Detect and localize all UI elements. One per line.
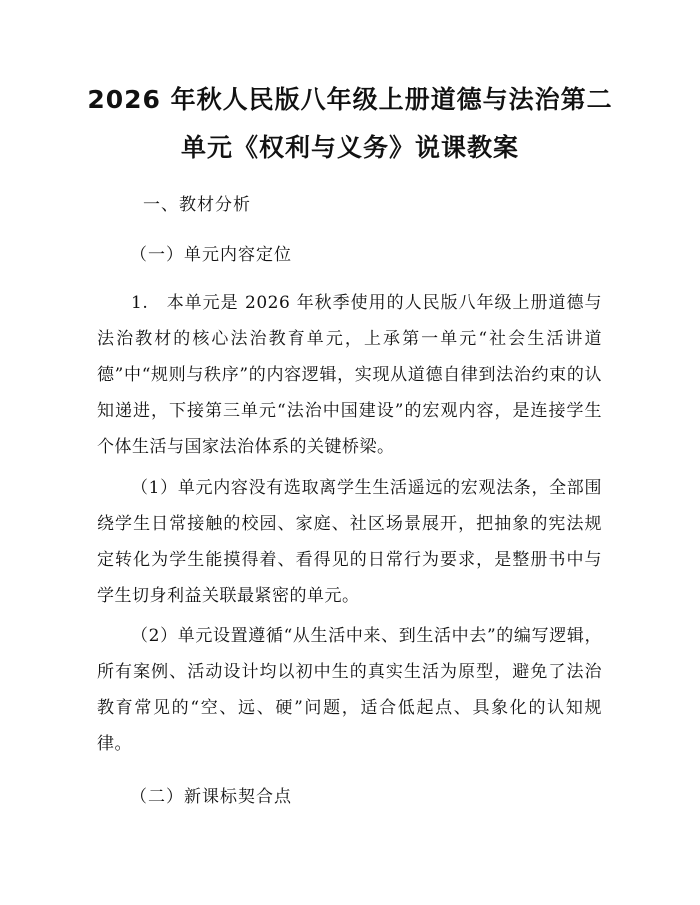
paragraph-point-2: （2）单元设置遵循“从生活中来、到生活中去”的编写逻辑，所有案例、活动设计均以初中生的真实生活为原型，避免了法治教育常见的“空、远、硬”问题，适合低起点、具象化的认知规律。	[97, 626, 602, 754]
document-title-line-1: 2026 年秋人民版八年级上册道德与法治第二	[87, 85, 613, 114]
section-heading-teaching-material-analysis: 一、教材分析	[143, 195, 251, 215]
paragraph-point-1: （1）单元内容没有选取离学生生活遥远的宏观法条，全部围绕学生日常接触的校园、家庭、社区场景展开，把抽象的宪法规定转化为学生能摸得着、看得见的日常行为要求，是整册书中与学生切身利益关联最紧密的单元。	[97, 478, 602, 606]
document-title-line-2: 单元《权利与义务》说课教案	[180, 133, 519, 162]
subsection-heading-curriculum-alignment: （二）新课标契合点	[130, 787, 292, 807]
paragraph-unit-overview: 1. 本单元是 2026 年秋季使用的人民版八年级上册道德与法治教材的核心法治教育单元，上承第一单元“社会生活讲道德”中“规则与秩序”的内容逻辑，实现从道德自律到法治约束的认知递进，下接第三单元“法治中国建设”的宏观内容，是连接学生个体生活与国家法治体系的关键桥梁。	[97, 293, 602, 457]
subsection-heading-unit-positioning: （一）单元内容定位	[130, 245, 292, 265]
